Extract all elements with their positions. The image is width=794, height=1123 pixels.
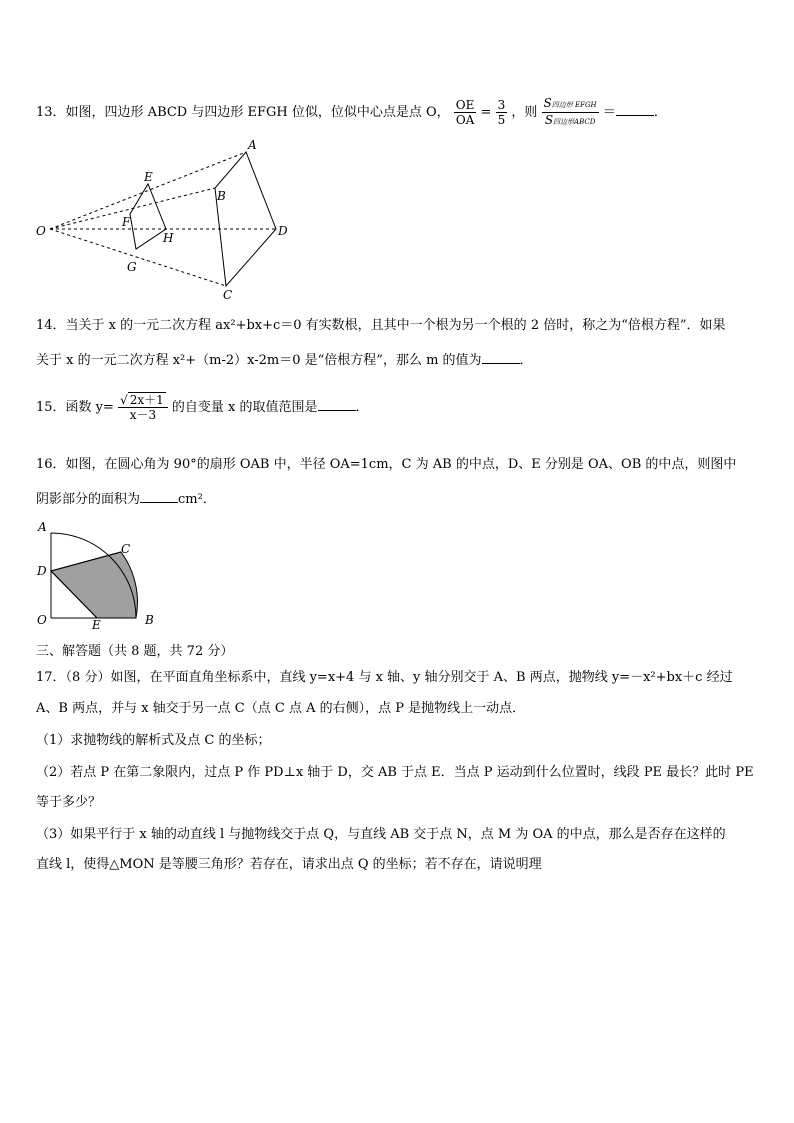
q13-homothety-figure <box>30 136 300 306</box>
q17-part-3a: （3）如果平行于 x 轴的动直线 l 与抛物线交于点 Q，与直线 AB 交于点 N，点 M 为 OA 的中点，那么是否存在这样的 <box>36 827 726 842</box>
q16-label-a: A <box>38 520 47 534</box>
q13-ratio-num-sub: 四边形 EFGH <box>551 101 597 109</box>
q15-answer-blank[interactable] <box>318 399 356 411</box>
q13-frac1-num: OE <box>455 98 475 112</box>
q13-label-e: E <box>144 170 153 184</box>
q16-line-2a: 阴影部分的面积为 <box>36 492 141 507</box>
q16-label-o: O <box>37 613 47 627</box>
q13-ratio-den-s: S <box>544 113 554 127</box>
q13-text-b: ，则 <box>511 105 538 120</box>
q17-part-3b: 直线 l，使得△MON 是等腰三角形？若存在，请求出点 Q 的坐标；若不存在，请说明理 <box>36 857 542 872</box>
q13-label-h: H <box>163 231 174 245</box>
q14-line-2 <box>36 349 533 368</box>
q15-text-b: 的自变量 x 的取值范围是 <box>171 400 318 415</box>
q13-quad-abcd <box>215 152 276 286</box>
q13-area-ratio <box>542 96 599 129</box>
q16-label-c: C <box>121 542 131 556</box>
q13-label-b: B <box>217 189 226 203</box>
q16-answer-blank[interactable] <box>140 491 178 503</box>
q13-label-g: G <box>127 260 137 274</box>
q15-text-a: 15．函数 y= <box>36 400 114 415</box>
q13-ratio-num-s: S <box>543 96 552 110</box>
q15-stem <box>36 393 369 422</box>
q16-label-e: E <box>92 618 101 630</box>
q13-fraction-oe-oa <box>454 98 477 127</box>
q15-sqrt-radicand: 2x＋1 <box>129 393 164 407</box>
q13-text-a: 13．如图，四边形 ABCD 与四边形 EFGH 位似，位似中心点是点 O， <box>36 105 450 120</box>
q13-fraction-3-5 <box>496 98 508 127</box>
q13-eq: = <box>480 105 492 120</box>
q16-sector-figure <box>32 518 172 630</box>
q13-ray-oc <box>50 229 226 286</box>
q14-line-2a: 关于 x 的一元二次方程 x²+（m-2）x-2m＝0 是“倍根方程”，那么 m 的值为 <box>36 353 482 368</box>
q13-label-d: D <box>278 224 288 238</box>
q13-frac2-num: 3 <box>497 98 506 112</box>
q16-label-b: B <box>145 613 154 627</box>
q17-part-2a: （2）若点 P 在第二象限内，过点 P 作 PD⊥x 轴于 D，交 AB 于点 E．当点 P 运动到什么位置时，线段 PE 最长？此时 PE <box>36 765 754 780</box>
q16-line-1: 16．如图，在圆心角为 90°的扇形 OAB 中，半径 OA=1cm，C 为 AB 的中点，D、E 分别是 OA、OB 的中点，则图中 <box>36 457 737 472</box>
q13-label-a: A <box>248 138 257 152</box>
q16-label-d: D <box>37 564 47 578</box>
q13-stem <box>36 96 667 129</box>
q13-text-d: ． <box>653 105 667 120</box>
q14-line-1: 14．当关于 x 的一元二次方程 ax²+bx+c＝0 有实数根，且其中一个根为另一个根的 2 倍时，称之为“倍根方程”．如果 <box>36 318 726 333</box>
q13-label-f: F <box>122 215 131 229</box>
q13-ray-ob <box>50 188 215 229</box>
q15-text-c: ． <box>355 400 369 415</box>
q13-label-o: O <box>36 224 46 238</box>
q17-part-1: （1）求抛物线的解析式及点 C 的坐标； <box>36 733 271 748</box>
q16-line-2 <box>36 488 216 507</box>
q17-part-2b: 等于多少？ <box>36 795 102 810</box>
q13-frac1-den: OA <box>455 113 475 127</box>
q13-text-c: ＝ <box>602 105 616 120</box>
q13-label-c: C <box>223 288 233 302</box>
q13-answer-blank[interactable] <box>616 104 654 116</box>
q14-answer-blank[interactable] <box>482 352 520 364</box>
q16-shaded-region <box>51 552 137 618</box>
q14-line-2b: ． <box>519 353 533 368</box>
q17-line-2: A、B 两点，并与 x 轴交于另一点 C（点 C 点 A 的右侧），点 P 是抛物线上一动点． <box>36 701 526 716</box>
q17-line-1: 17．（8 分）如图，在平面直角坐标系中，直线 y=x+4 与 x 轴、y 轴分别交于 A、B 两点，抛物线 y=－x²+bx＋c 经过 <box>36 670 733 685</box>
q15-denominator: x－3 <box>129 408 157 422</box>
q13-quad-efgh <box>130 184 166 249</box>
q15-fraction: $\frac{√ 2x+1}{x-3}$ <box>118 393 168 422</box>
q13-ratio-den-sub: 四边形ABCD <box>553 118 596 126</box>
q13-frac2-den: 5 <box>497 113 506 127</box>
section-3-heading: 三、解答题（共 8 题，共 72 分） <box>36 644 234 659</box>
q16-line-2b: cm²． <box>178 492 216 507</box>
